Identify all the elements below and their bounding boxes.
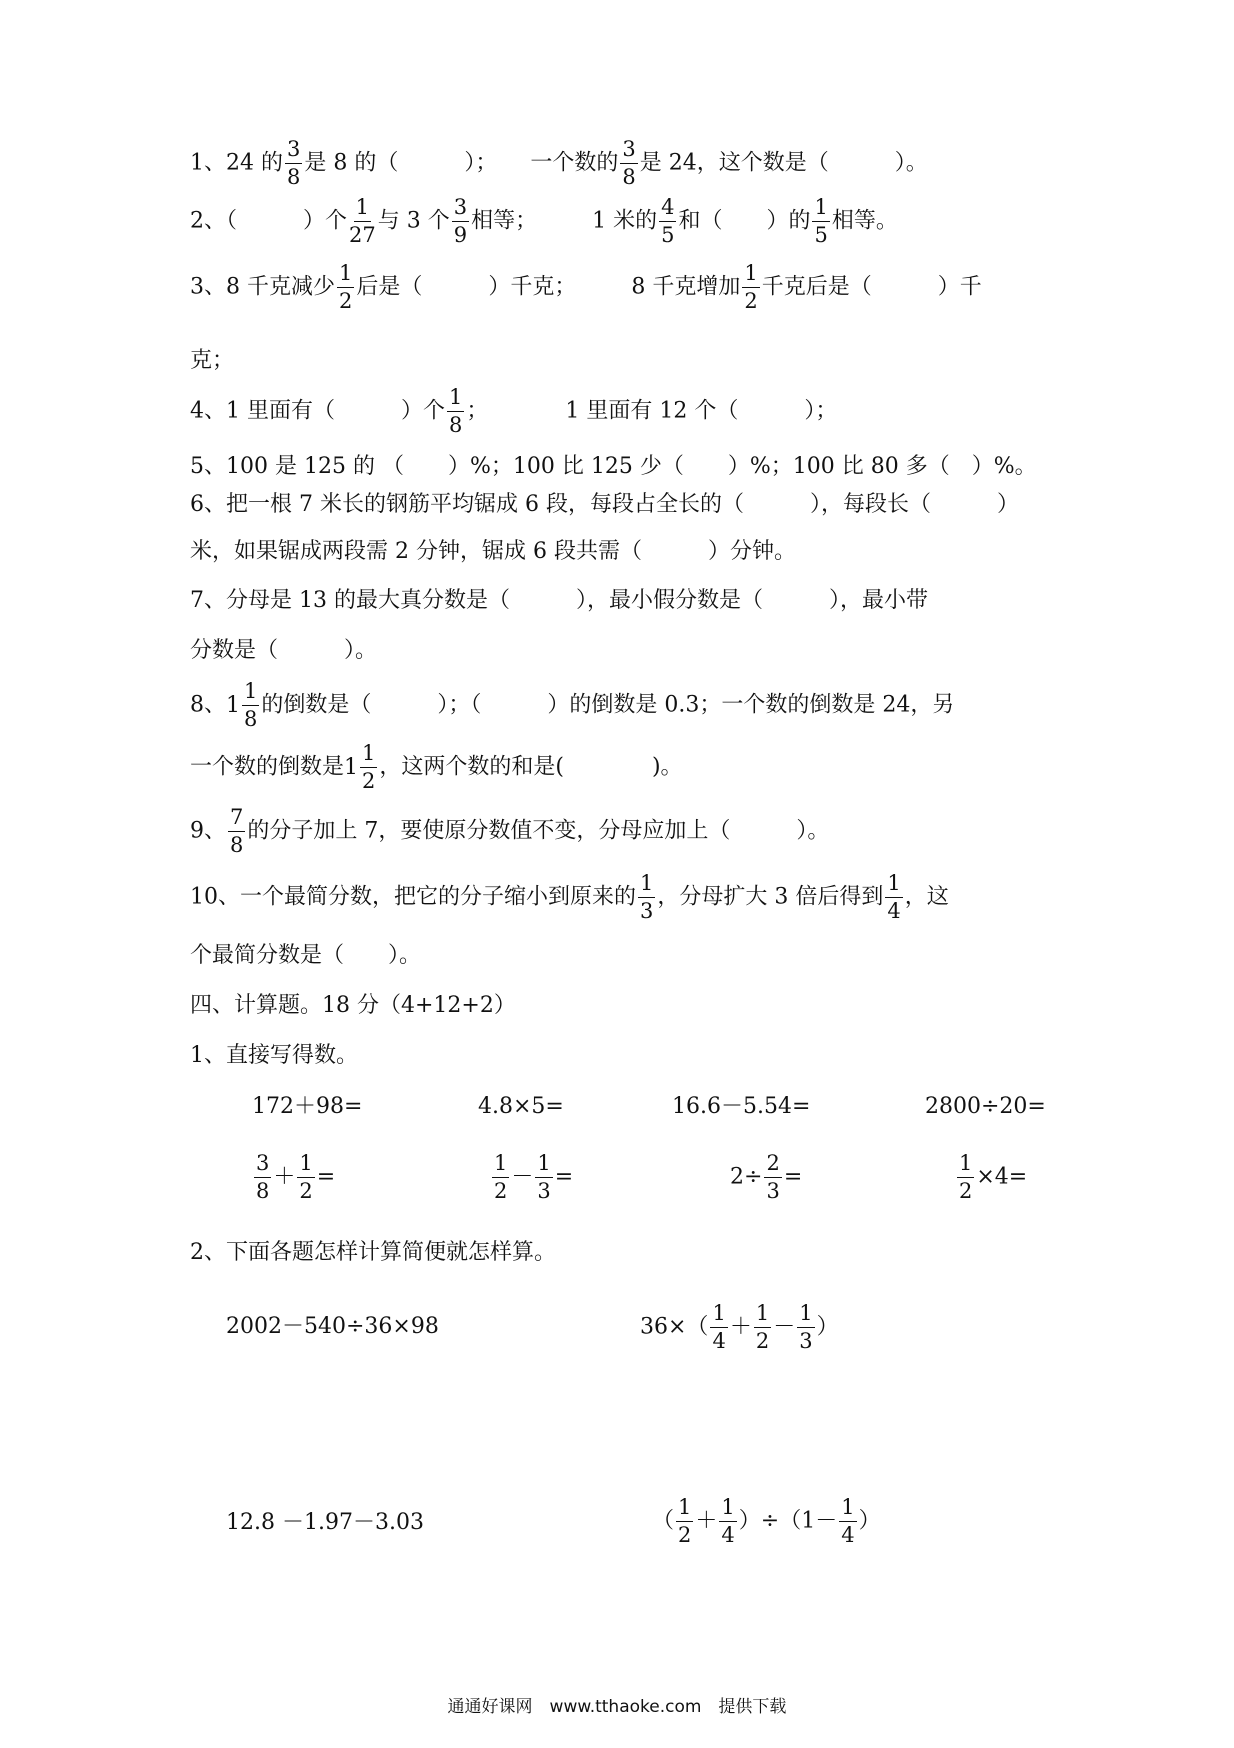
q2-text-c: 相等； 1 米的 (471, 208, 658, 234)
q10-text-c: ，这 (904, 884, 949, 910)
question-7 (190, 590, 928, 612)
question-10-cont (190, 945, 421, 967)
page-footer (0, 1692, 1234, 1717)
question-7-cont (190, 640, 377, 662)
q8-text-c: 一个数的倒数是 (190, 754, 345, 780)
q10-text-b: ，分母扩大 3 倍后得到 (657, 884, 884, 910)
q10-text-d: 个最简分数是（ ）。 (190, 943, 422, 968)
calc-16.6-minus-5.54: 16.6－5.54= (672, 1094, 811, 1119)
question-10 (190, 872, 949, 923)
fraction-1-2: $\frac{1}{2}$ (339, 261, 353, 314)
calc-3-8-plus-1-2: $\frac{3}{8}$ ＋ $\frac{1}{2}$ = (256, 1151, 336, 1204)
q7-text-a: 7、分母是 13 的最大真分数是（ ），最小假分数是（ ），最小带 (190, 588, 928, 613)
fraction-1-8: $\frac{1}{8}$ (449, 385, 463, 438)
q5-text: 5、100 是 125 的 （ ）%；100 比 125 少（ ）%；100 比 80 多（ ）%。 (190, 454, 1037, 479)
q8-text-b: 的倒数是（ ）；（ ）的倒数是 0.3；一个数的倒数是 24，另 (261, 692, 955, 718)
simplify-expr-2: 36×（ $\frac{1}{4}$ ＋ $\frac{1}{2}$ － $\frac{1}{3}$ ） (640, 1301, 839, 1354)
question-9 (190, 806, 829, 857)
q6-text-b: 米，如果锯成两段需 2 分钟，锯成 6 段共需（ ）分钟。 (190, 539, 796, 564)
q3-text-a: 3、8 千克减少 (190, 274, 335, 300)
sub-question-2 (190, 1242, 556, 1264)
q8-text-a: 8、 (190, 692, 226, 718)
q2-text-d: 和（ ）的 (678, 208, 811, 234)
sub-question-1 (190, 1045, 358, 1067)
q2-text-a: 2、（ ）个 (190, 208, 347, 234)
simplify-expr-3: 12.8 －1.97－3.03 (226, 1510, 424, 1535)
simplify-expr-4: （ $\frac{1}{2}$ ＋ $\frac{1}{4}$ ）÷（1－ $\frac{1}{4}$ ） (652, 1495, 881, 1548)
question-8 (190, 680, 954, 731)
sub2-text: 2、下面各题怎样计算简便就怎样算。 (190, 1240, 556, 1265)
question-5 (190, 456, 1037, 478)
q8-text-d: ，这两个数的和是( )。 (379, 754, 683, 780)
q9-text-a: 9、 (190, 818, 226, 844)
q6-text-a: 6、把一根 7 米长的钢筋平均锯成 6 段，每段占全长的（ ），每段长（ ） (190, 492, 1019, 517)
question-3-cont (190, 350, 234, 372)
mixed-number-1-1-2: 1 1 2 (344, 741, 376, 794)
calc-1-2-minus-1-3: $\frac{1}{2}$ － $\frac{1}{3}$ = (494, 1151, 574, 1204)
calc-2800-div-20: 2800÷20= (925, 1094, 1046, 1119)
sub1-text: 1、直接写得数。 (190, 1043, 358, 1068)
calc-4.8-times-5: 4.8×5= (478, 1094, 564, 1119)
question-8-cont (190, 742, 683, 793)
section-4-text: 四、计算题。18 分（4+12+2） (190, 993, 516, 1018)
fraction-3-9: $\frac{3}{9}$ (453, 195, 468, 248)
calc-1-2-times-4: $\frac{1}{2}$ ×4= (959, 1151, 1028, 1204)
q7-text-b: 分数是（ ）。 (190, 638, 378, 663)
q3-text-b: 后是（ ）千克； 8 千克增加 (356, 274, 741, 300)
calc-172-plus-98: 172＋98= (252, 1094, 363, 1119)
q1-text-b: 是 8 的（ ）； 一个数的 (304, 150, 619, 176)
q9-text-b: 的分子加上 7，要使原分数值不变，分母应加上（ ）。 (247, 818, 830, 844)
mixed-number-1-1-8: 1 1 8 (226, 679, 258, 732)
q1-text-a: 1、24 的 (190, 150, 283, 176)
q3-text-d: 克； (190, 348, 235, 373)
fraction-1-3: $\frac{1}{3}$ (640, 871, 654, 924)
fraction-1-2: $\frac{1}{2}$ (744, 261, 758, 314)
fraction-7-8: $\frac{7}{8}$ (230, 805, 244, 858)
question-6 (190, 494, 1019, 516)
simplify-expr-1: 2002－540÷36×98 (226, 1314, 439, 1339)
q2-text-e: 相等。 (831, 208, 898, 234)
question-6-cont (190, 541, 796, 563)
fraction-1-4: $\frac{1}{4}$ (887, 871, 901, 924)
footer-text: 通通好课网 www.tthaoke.com 提供下载 (447, 1697, 787, 1717)
q4-text-b: ； 1 里面有 12 个（ ）； (466, 398, 838, 424)
calc-2-div-2-3: 2÷ $\frac{2}{3}$ = (730, 1151, 803, 1204)
q10-text-a: 10、一个最简分数，把它的分子缩小到原来的 (190, 884, 636, 910)
section-4-heading (190, 995, 516, 1017)
q4-text-a: 4、1 里面有（ ）个 (190, 398, 445, 424)
fraction-3-8: $\frac{3}{8}$ (622, 137, 636, 190)
fraction-4-5: $\frac{4}{5}$ (661, 195, 675, 248)
question-1 (190, 138, 928, 189)
question-2 (190, 196, 898, 247)
q2-text-b: 与 3 个 (377, 208, 450, 234)
fraction-3-8: $\frac{3}{8}$ (287, 137, 301, 190)
question-4 (190, 386, 837, 437)
q1-text-c: 是 24，这个数是（ ）。 (639, 150, 928, 176)
fraction-1-5: $\frac{1}{5}$ (814, 195, 828, 248)
question-3 (190, 262, 982, 313)
fraction-1-27: $\frac{1}{27}$ (349, 195, 376, 248)
q3-text-c: 千克后是（ ）千 (761, 274, 982, 300)
